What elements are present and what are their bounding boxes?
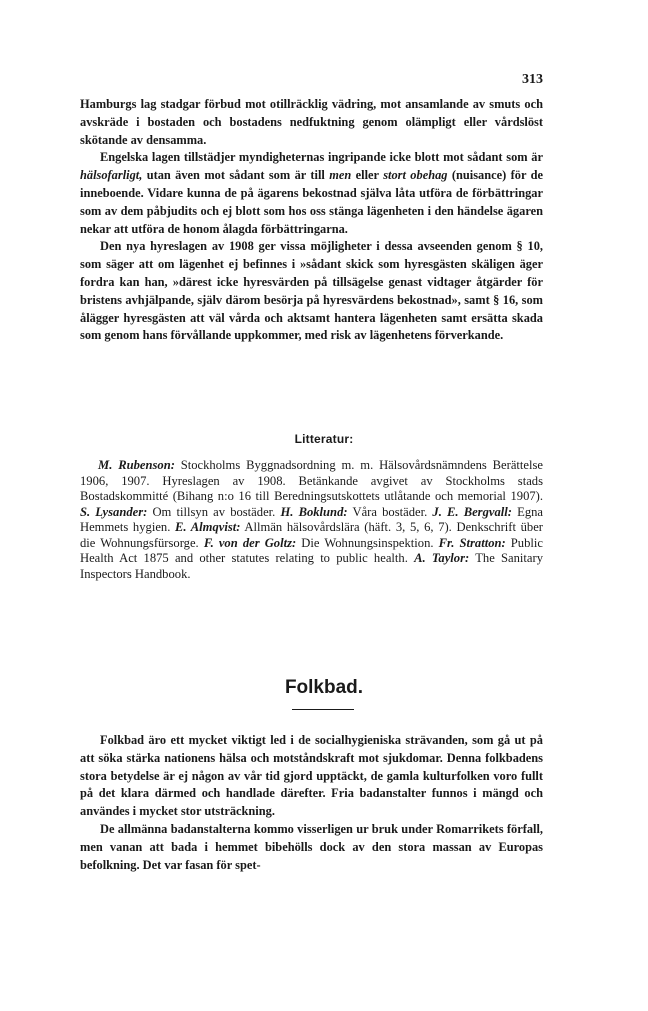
reference-text: Om tillsyn av bostäder. [147, 504, 281, 519]
text-span: eller [351, 168, 384, 183]
reference-text: The Sanitary Inspectors Handbook. [80, 551, 543, 581]
emphasis-term: hälsofarligt, [80, 168, 143, 183]
paragraph-folkbad-history: De allmänna badanstalterna kommo visserligen ur bruk under Romarrikets förfall, men vanan att bada i hemmet bibehölls dock av den stora massan av Europas befolkning. Det var fasan för spet- [80, 821, 543, 872]
author-name: Fr. Stratton: [438, 535, 506, 550]
paragraph-tenancy-law: Den nya hyreslagen av 1908 ger vissa möjligheter i dessa avseenden genom § 10, som säger att om lägenhet ej befinnes i »sådant skick som hyresgästen skäligen äger fordra kan han, »därest icke hyresvärden på tillsägelse genast vidtager åtgärder för bristens avhjälpande, själv därom besörja på hyresvärdens bekostnad», samt § 16, som ålägger hyresgästen att väl vårda och aktsamt hantera lägenheten samt ersätta skada som genom hans förvållande uppkommer, med risk av lägenhetens förverkande. [80, 239, 543, 343]
page-number: 313 [522, 72, 543, 87]
folkbad-text [80, 732, 543, 874]
reference-text: Allmän hälsovårdslära (häft. 3, 5, 6, 7). Denkschrift über die Wohnungsfürsorge. [80, 520, 543, 550]
author-name: M. Rubenson: [98, 458, 175, 472]
author-name: A. Taylor: [414, 551, 470, 565]
reference-text: Die Wohnungsinspektion. [296, 535, 439, 550]
reference-text: Egna Hemmets hygien. [80, 504, 543, 534]
text-span: (nuisance) för de inneboende. Vidare kunna de på ägarens bekostnad själva låta utföra de förbättringar som av dem påbjudits och ej blott som hos oss stänga lägenheten i den händelse ägaren nekar att utföra de honom ålagda förbättringarna. [80, 168, 543, 236]
emphasis-term: stort obehag [383, 168, 448, 183]
literature-heading: Litteratur: [294, 432, 354, 446]
author-name: E. Almqvist: [175, 520, 241, 534]
author-name: S. Lysander: [80, 504, 148, 519]
author-name: J. E. Bergvall: [432, 504, 512, 519]
intro-text [80, 96, 543, 345]
section-title: Folkbad. [284, 677, 364, 698]
text-span: utan även mot sådant som är till [142, 168, 330, 183]
author-name: H. Boklund: [280, 504, 348, 519]
author-name: F. von der Goltz: [203, 535, 297, 550]
reference-text: Stockholms Byggnadsordning m. m. Hälsovårdsnämndens Berättelse 1906, 1907. Hyreslagen av 1908. Betänkande avgivet av Stockholms stads Bostadskommitté (Bihang n:o 16 till Beredningsutskottets utlåtande och memorial 1907). [80, 458, 543, 503]
literature-paragraph [80, 458, 543, 582]
reference-text: Public Health Act 1875 and other statutes relating to public health. [80, 535, 543, 565]
literature-list [80, 458, 543, 582]
reference-text: Våra bostäder. [347, 504, 433, 519]
paragraph-english-law [80, 149, 543, 238]
text-span: Engelska lagen tillstädjer myndigheternas ingripande icke blott mot sådant som är [100, 150, 543, 165]
title-divider [292, 709, 354, 710]
paragraph-hamburg: Hamburgs lag stadgar förbud mot otillräcklig vädring, mot ansamlande av smuts och avskräde i bostaden och bostadens nedfuktning genom olämpligt eller vårdslöst skötande av densamma. [80, 97, 543, 147]
paragraph-folkbad-intro: Folkbad äro ett mycket viktigt led i de socialhygieniska strävanden, som gå ut på att söka stärka nationens hälsa och motståndskraft mot sjukdomar. Denna folkbadens stora betydelse är ej någon av vår tid gjord upptäckt, de gamla kulturfolken voro fullt på det klara därmed och handlade därefter. Fria badanstalter funnos i mängd och användes i mycket stor utsträckning. [80, 733, 543, 819]
emphasis-term: men [329, 168, 352, 183]
